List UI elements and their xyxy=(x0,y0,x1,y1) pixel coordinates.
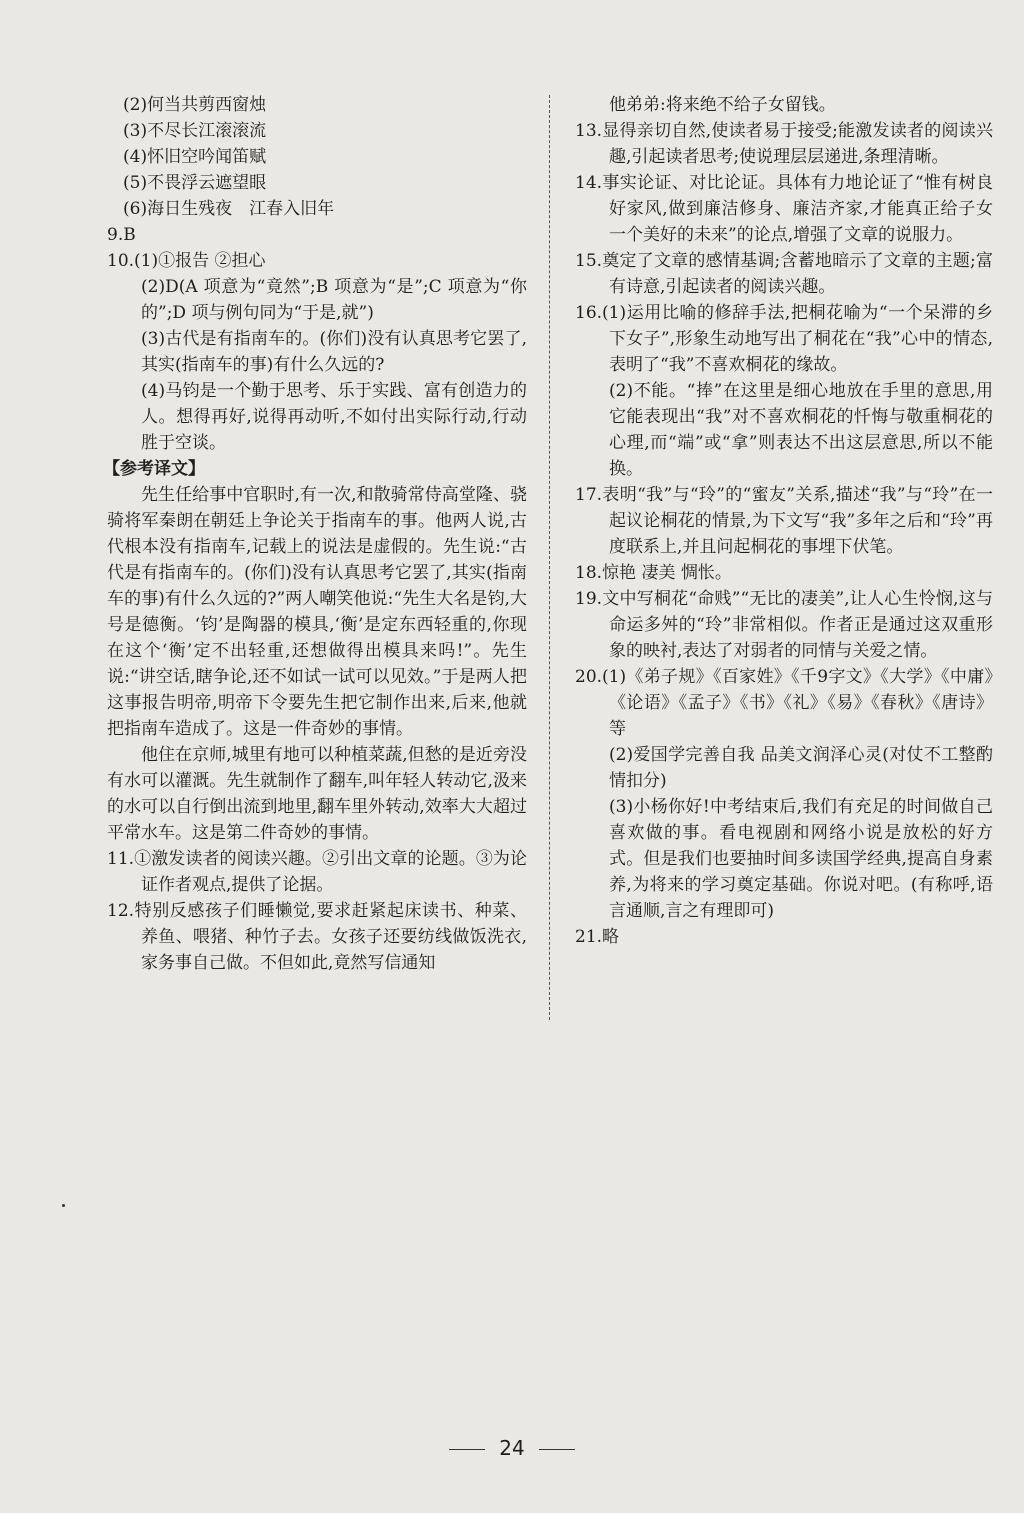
right-paragraph: (3)小杨你好!中考结束后,我们有充足的时间做自己喜欢做的事。看电视剧和网络小说是放松的好方式。但是我们也要抽时间多读国学经典,提高自身素养,为将来的学习奠定基础。你说对吧。(有称呼,语言通顺,言之有理即可) xyxy=(609,797,993,921)
left-paragraph: (4)怀旧空吟闻笛赋 xyxy=(123,147,267,167)
right-paragraph: 16.(1)运用比喻的修辞手法,把桐花喻为“一个呆滞的乡下女子”,形象生动地写出了桐花在“我”心中的情态,表明了“我”不喜欢桐花的缘故。 xyxy=(575,303,993,375)
stray-dot xyxy=(62,1204,65,1207)
section-heading: 【参考译文】 xyxy=(103,459,205,479)
left-column xyxy=(103,92,527,976)
right-paragraph: 14.事实论证、对比论证。具体有力地论证了“惟有树良好家风,做到廉洁修身、廉洁齐家,才能真正给子女一个美好的未来”的论点,增强了文章的说服力。 xyxy=(575,173,993,245)
footer-dash-left xyxy=(449,1449,485,1450)
footer-dash-right xyxy=(539,1449,575,1450)
right-paragraph: (2)不能。“捧”在这里是细心地放在手里的意思,用它能表现出“我”对不喜欢桐花的忏悔与敬重桐花的心理,而“端”或“拿”则表达不出这层意思,所以不能换。 xyxy=(609,381,993,479)
right-paragraph: 17.表明“我”与“玲”的“蜜友”关系,描述“我”与“玲”在一起议论桐花的情景,为下文写“我”多年之后和“玲”再度联系上,并且问起桐花的事埋下伏笔。 xyxy=(575,485,993,557)
left-paragraph: (6)海日生残夜 江春入旧年 xyxy=(123,199,335,219)
right-paragraph: (2)爱国学完善自我 品美文润泽心灵(对仗不工整酌情扣分) xyxy=(609,745,993,791)
right-paragraph: 15.奠定了文章的感情基调;含蓄地暗示了文章的主题;富有诗意,引起读者的阅读兴趣。 xyxy=(575,251,993,297)
left-paragraph: (3)古代是有指南车的。(你们)没有认真思考它罢了,其实(指南车的事)有什么久远的? xyxy=(141,329,527,375)
left-paragraph: (5)不畏浮云遮望眼 xyxy=(123,173,267,193)
left-paragraph: 先生任给事中官职时,有一次,和散骑常侍高堂隆、骁骑将军秦朗在朝廷上争论关于指南车的事。他两人说,古代根本没有指南车,记载上的说法是虚假的。先生说:“古代是有指南车的。(你们)没有认真思考它罢了,其实(指南车的事)有什么久远的?”两人嘲笑他说:“先生大名是钧,大号是德衡。‘钧’是陶器的模具,‘衡’是定东西轻重的,你现在这个‘衡’定不出轻重,还想做得出模具来吗!”。先生说:“讲空话,瞎争论,还不如试一试可以见效。”于是两人把这事报告明帝,明帝下令要先生把它制作出来,后来,他就把指南车造成了。这是一件奇妙的事情。 xyxy=(107,485,527,739)
left-paragraph: 10.(1)①报告 ②担心 xyxy=(107,251,266,271)
right-paragraph: 13.显得亲切自然,使读者易于接受;能激发读者的阅读兴趣,引起读者思考;使说理层层递进,条理清晰。 xyxy=(575,121,993,167)
right-paragraph: 18.惊艳 凄美 惆怅。 xyxy=(575,563,732,583)
right-paragraph: 他弟弟:将来绝不给子女留钱。 xyxy=(609,95,836,115)
left-paragraph: 11.①激发读者的阅读兴趣。②引出文章的论题。③为论证作者观点,提供了论据。 xyxy=(107,849,527,895)
page-footer xyxy=(0,1436,1024,1460)
left-paragraph: 9.B xyxy=(107,225,136,245)
right-paragraph: 20.(1)《弟子规》《百家姓》《千9字文》《大学》《中庸》《论语》《孟子》《书》《礼》《易》《春秋》《唐诗》等 xyxy=(575,667,993,739)
left-paragraph: (3)不尽长江滚滚流 xyxy=(123,121,267,141)
left-paragraph: (4)马钧是一个勤于思考、乐于实践、富有创造力的人。想得再好,说得再动听,不如付出实际行动,行动胜于空谈。 xyxy=(141,381,527,453)
right-column xyxy=(575,92,993,950)
page-number: 24 xyxy=(499,1436,525,1460)
left-paragraph: (2)何当共剪西窗烛 xyxy=(123,95,267,115)
left-paragraph: 12.特别反感孩子们睡懒觉,要求赶紧起床读书、种菜、养鱼、喂猪、种竹子去。女孩子还要纺线做饭洗衣,家务事自己做。不但如此,竟然写信通知 xyxy=(107,901,527,973)
right-paragraph: 19.文中写桐花“命贱”“无比的凄美”,让人心生怜悯,这与命运多舛的“玲”非常相似。作者正是通过这双重形象的映衬,表达了对弱者的同情与关爱之情。 xyxy=(575,589,993,661)
left-paragraph: (2)D(A 项意为“竟然”;B 项意为“是”;C 项意为“你的”;D 项与例句同为“于是,就”) xyxy=(141,277,527,323)
right-paragraph: 21.略 xyxy=(575,927,620,947)
left-paragraph: 他住在京师,城里有地可以种植菜蔬,但愁的是近旁没有水可以灌溉。先生就制作了翻车,叫年轻人转动它,汲来的水可以自行倒出流到地里,翻车里外转动,效率大大超过平常水车。这是第二件奇妙的事情。 xyxy=(107,745,527,843)
column-divider xyxy=(549,95,550,1020)
